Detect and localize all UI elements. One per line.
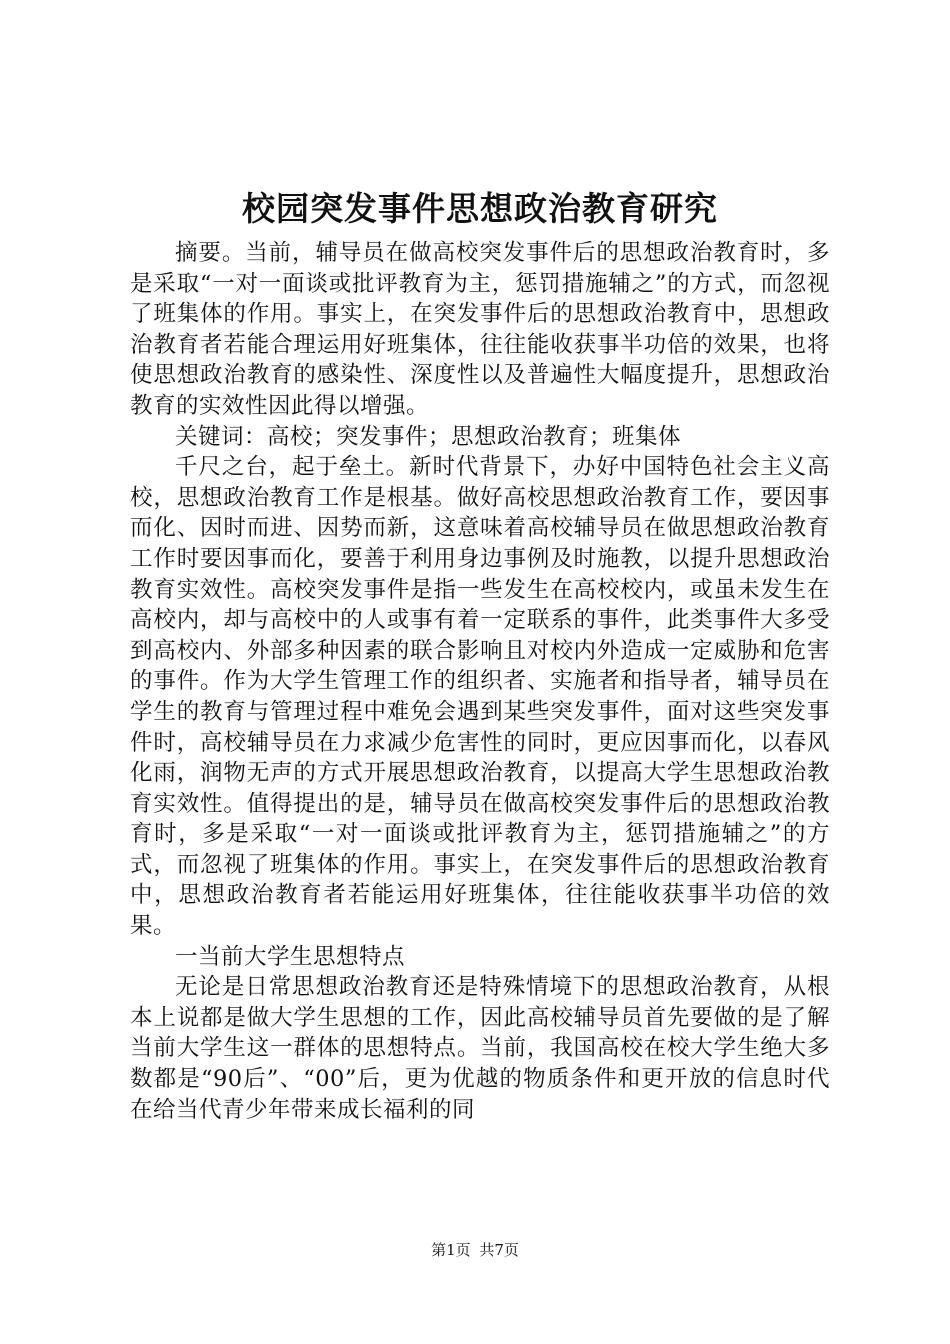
- body-paragraph: 无论是日常思想政治教育还是特殊情境下的思想政治教育，从根本上说都是做大学生思想的工作，因此高校辅导员首先要做的是了解当前大学生这一群体的思想特点。当前，我国高校在校大学生绝大多数都是“90后”、“00”后，更为优越的物质条件和更开放的信息时代在给当代青少年带来成长福利的同: [130, 974, 830, 1123]
- document-page: [130, 182, 830, 1125]
- page-footer: [0, 1240, 950, 1260]
- section-heading: 一当前大学生思想特点: [175, 943, 406, 970]
- total-pages: 共7页: [479, 1241, 519, 1259]
- body-paragraph: 千尺之台，起于垒土。新时代背景下，办好中国特色社会主义高校，思想政治教育工作是根基。做好高校思想政治教育工作，要因事而化、因时而进、因势而新，这意味着高校辅导员在做思想政治教育工作时要因事而化，要善于利用身边事例及时施教，以提升思想政治教育实效性。高校突发事件是指一些发生在高校校内，或虽未发生在高校内，却与高校中的人或事有着一定联系的事件，此类事件大多受到高校内、外部多种因素的联合影响且对校内外造成一定威胁和危害的事件。作为大学生管理工作的组织者、实施者和指导者，辅导员在学生的教育与管理过程中难免会遇到某些突发事件，面对这些突发事件时，高校辅导员在力求减少危害性的同时，更应因事而化，以春风化雨，润物无声的方式开展思想政治教育，以提高大学生思想政治教育实效性。值得提出的是，辅导员在做高校突发事件后的思想政治教育时，多是采取“一对一面谈或批评教育为主，惩罚措施辅之”的方式，而忽视了班集体的作用。事实上，在突发事件后的思想政治教育中，思想政治教育者若能运用好班集体，往往能收获事半功倍的效果。: [130, 454, 830, 940]
- page-number: 第1页: [431, 1241, 471, 1259]
- document-title: 校园突发事件思想政治教育研究: [242, 189, 718, 228]
- abstract-paragraph: 摘要。当前，辅导员在做高校突发事件后的思想政治教育时，多是采取“一对一面谈或批评教育为主，惩罚措施辅之”的方式，而忽视了班集体的作用。事实上，在突发事件后的思想政治教育中，思想政治教育者若能合理运用好班集体，往往能收获事半功倍的效果，也将使思想政治教育的感染性、深度性以及普遍性大幅度提升，思想政治教育的实效性因此得以增强。: [130, 240, 830, 419]
- keywords-paragraph: 关键词：高校；突发事件；思想政治教育；班集体: [175, 423, 682, 450]
